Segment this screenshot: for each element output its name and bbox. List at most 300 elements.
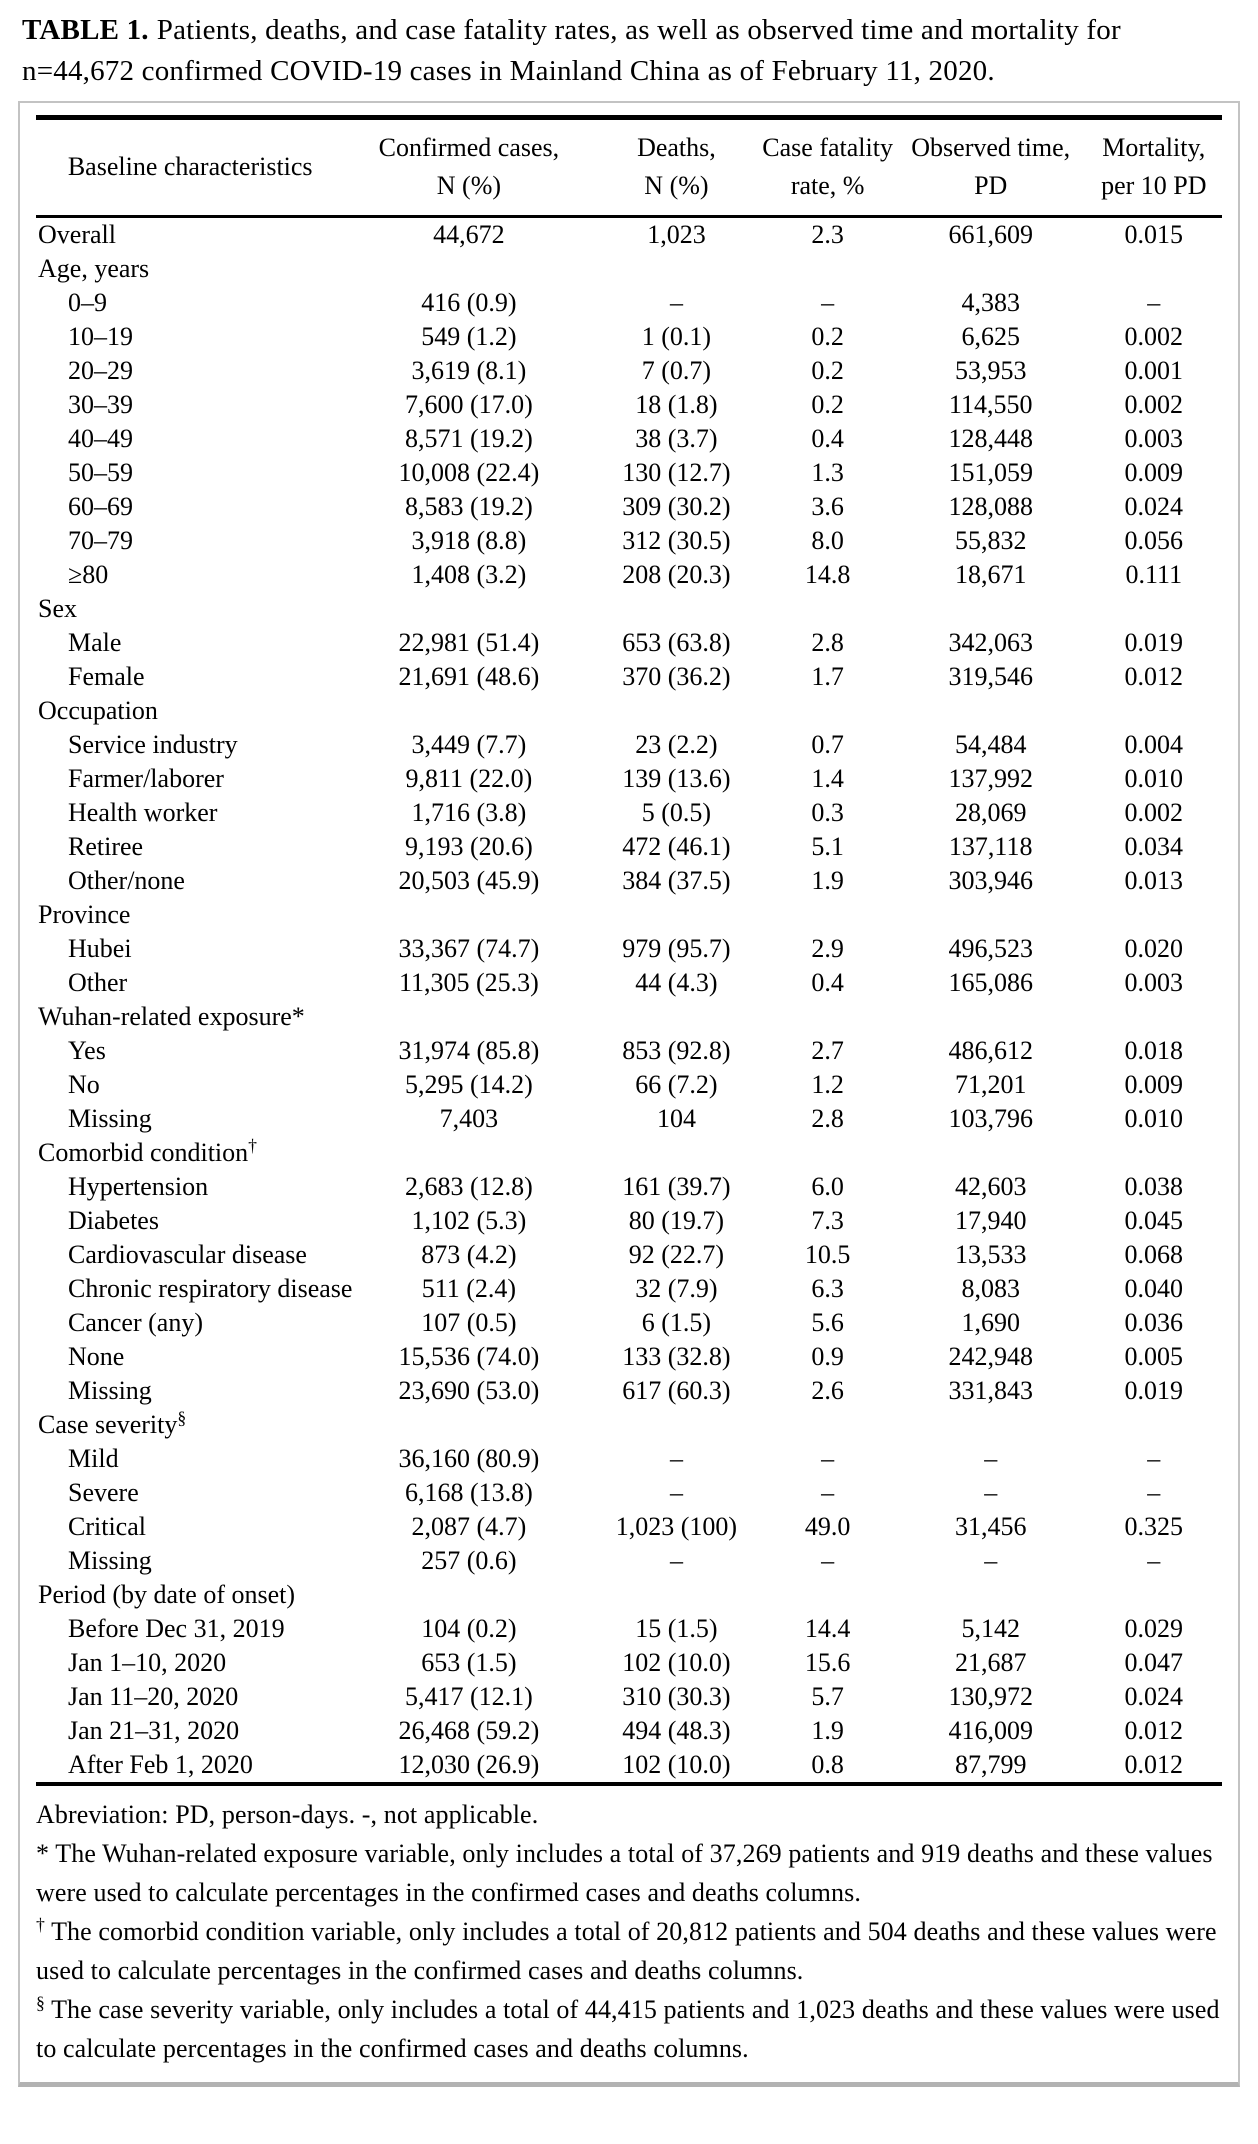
cell-value: 92 (22.7) <box>628 1239 725 1269</box>
cell-value: 0.020 <box>1124 933 1184 963</box>
row-label: Male <box>68 627 122 657</box>
cell-value: 53,953 <box>954 355 1027 385</box>
row-label: 30–39 <box>68 389 133 419</box>
section-row <box>36 1136 1222 1170</box>
cell-value: 0.004 <box>1124 729 1184 759</box>
row-label: 0–9 <box>68 287 107 317</box>
cell-value: 5.1 <box>811 831 844 861</box>
section-row <box>36 1408 1222 1442</box>
cell-value: 416 (0.9) <box>421 287 517 317</box>
row-label: Hubei <box>68 933 132 963</box>
row-label: 50–59 <box>68 457 133 487</box>
table-row <box>36 932 1222 966</box>
section-label: Age, years <box>38 253 150 283</box>
table-row <box>36 966 1222 1000</box>
row-label: Mild <box>68 1443 119 1473</box>
col-header-observed-time <box>896 118 1086 216</box>
section-label: Wuhan-related exposure* <box>38 1001 305 1031</box>
cell-value: 12,030 (26.9) <box>344 1748 593 1784</box>
cell-value: 661,609 <box>948 219 1033 249</box>
cell-value: 7,403 <box>439 1103 499 1133</box>
cell-value: 22,981 (51.4) <box>398 627 540 657</box>
cell-value: 2.6 <box>811 1375 844 1405</box>
cell-value: 873 (4.2) <box>421 1239 517 1269</box>
cell-value: 44,672 <box>433 219 505 249</box>
cell-value: – <box>1147 1443 1161 1473</box>
cell-value: 128,448 <box>948 423 1033 453</box>
table-row <box>36 1238 1222 1272</box>
footnote-marker: § <box>36 1992 45 2013</box>
cell-value: 0.3 <box>811 797 844 827</box>
cell-value: 0.015 <box>1124 219 1184 249</box>
cell-value: 0.019 <box>1124 1375 1184 1405</box>
cell-value: – <box>984 1545 998 1575</box>
col-header-line: per 10 PD <box>1101 171 1207 201</box>
row-label: 20–29 <box>68 355 133 385</box>
cell-value: 1,102 (5.3) <box>411 1205 527 1235</box>
cell-value: 5.7 <box>811 1681 844 1711</box>
cell-value: 0.068 <box>1124 1239 1184 1269</box>
table-row <box>36 1170 1222 1204</box>
cell-value: 0.2 <box>811 321 844 351</box>
cell-value: 0.010 <box>1124 1103 1184 1133</box>
cell-value: 1 (0.1) <box>641 321 712 351</box>
table-row <box>36 388 1222 422</box>
section-label: Occupation <box>38 695 158 725</box>
cell-value: 549 (1.2) <box>421 321 517 351</box>
table-row <box>36 490 1222 524</box>
cell-value: 0.9 <box>811 1341 844 1371</box>
cell-value: 0.012 <box>1124 1715 1184 1745</box>
table-row <box>36 1680 1222 1714</box>
table-row <box>36 558 1222 592</box>
cell-value: 853 (92.8) <box>622 1035 731 1065</box>
cell-value: 20,503 (45.9) <box>398 865 540 895</box>
cell-value: 7,600 (17.0) <box>404 389 533 419</box>
table-row <box>36 1374 1222 1408</box>
cell-value: 6,168 (13.8) <box>404 1477 533 1507</box>
cell-value: 102 (10.0) <box>593 1748 759 1784</box>
cell-value: 9,811 (22.0) <box>405 763 533 793</box>
row-label: Chronic respiratory disease <box>68 1273 353 1303</box>
col-header-line: PD <box>974 171 1008 201</box>
table-row <box>36 1272 1222 1306</box>
cell-value: 5 (0.5) <box>641 797 712 827</box>
cell-value: 1.7 <box>811 661 844 691</box>
row-label: Cancer (any) <box>68 1307 203 1337</box>
cell-value: 2.3 <box>811 219 844 249</box>
col-header-case-fatality-rate <box>759 118 895 216</box>
table-row <box>36 660 1222 694</box>
row-label: Diabetes <box>68 1205 159 1235</box>
row-label: Missing <box>68 1103 152 1133</box>
row-label: Jan 11–20, 2020 <box>68 1681 239 1711</box>
cell-value: 0.003 <box>1124 967 1184 997</box>
table-row <box>36 1068 1222 1102</box>
cell-value: 103,796 <box>948 1103 1033 1133</box>
cell-value: 151,059 <box>948 457 1033 487</box>
cell-value: – <box>1147 1477 1161 1507</box>
table-container <box>18 101 1240 2086</box>
row-label: Other/none <box>68 865 185 895</box>
cell-value: 0.040 <box>1124 1273 1184 1303</box>
cell-value: 2.8 <box>811 627 844 657</box>
table-row <box>36 1442 1222 1476</box>
cell-value: 0.047 <box>1124 1647 1184 1677</box>
row-label: Health worker <box>68 797 218 827</box>
cell-value: 104 <box>656 1103 696 1133</box>
cell-value: 0.018 <box>1124 1035 1184 1065</box>
row-label: Female <box>68 661 145 691</box>
cell-value: 0.2 <box>811 355 844 385</box>
cell-value: 0.012 <box>1086 1748 1222 1784</box>
cell-value: 1,716 (3.8) <box>411 797 527 827</box>
cell-value: 104 (0.2) <box>421 1613 517 1643</box>
row-label: Retiree <box>68 831 144 861</box>
table-row <box>36 286 1222 320</box>
col-header-line: Mortality, <box>1102 133 1206 163</box>
cell-value: 13,533 <box>954 1239 1027 1269</box>
cell-value: 0.005 <box>1124 1341 1184 1371</box>
footnote: * The Wuhan-related exposure variable, only includes a total of 37,269 patients and 919 deaths and these values were used to calculate percentages in the confirmed cases and deaths columns. <box>36 1838 1213 1907</box>
table-row <box>36 1646 1222 1680</box>
cell-value: 44 (4.3) <box>635 967 718 997</box>
cell-value: 32 (7.9) <box>635 1273 718 1303</box>
table-row <box>36 1510 1222 1544</box>
cell-value: 14.4 <box>804 1613 851 1643</box>
cell-value: 33,367 (74.7) <box>398 933 540 963</box>
cell-value: 0.4 <box>811 967 844 997</box>
cell-value: 137,992 <box>948 763 1033 793</box>
cell-value: 102 (10.0) <box>622 1647 731 1677</box>
cell-value: 319,546 <box>948 661 1033 691</box>
cell-value: 11,305 (25.3) <box>398 967 539 997</box>
cell-value: – <box>984 1477 998 1507</box>
cell-value: 1,023 <box>647 219 706 249</box>
row-label: 10–19 <box>68 321 133 351</box>
footnote-marker: § <box>177 1407 187 1428</box>
table-row <box>36 1306 1222 1340</box>
col-header-line: Observed time, <box>911 133 1071 163</box>
table-row <box>36 626 1222 660</box>
cell-value: 0.001 <box>1124 355 1184 385</box>
cell-value: 130 (12.7) <box>622 457 731 487</box>
section-row <box>36 694 1222 728</box>
col-header-line: rate, % <box>790 171 865 201</box>
cell-value: 3,619 (8.1) <box>411 355 527 385</box>
row-label: After Feb 1, 2020 <box>36 1748 344 1784</box>
table-row <box>36 1034 1222 1068</box>
cell-value: 979 (95.7) <box>622 933 731 963</box>
table-row <box>36 320 1222 354</box>
table-row <box>36 1204 1222 1238</box>
footnote-marker: † <box>248 1135 258 1156</box>
row-label: Jan 21–31, 2020 <box>68 1715 240 1745</box>
col-header-line: N (%) <box>644 171 709 201</box>
cell-value: 1,690 <box>961 1307 1020 1337</box>
cell-value: 161 (39.7) <box>622 1171 731 1201</box>
cell-value: 10,008 (22.4) <box>398 457 540 487</box>
cell-value: 71,201 <box>954 1069 1027 1099</box>
cell-value: – <box>669 1545 683 1575</box>
cell-value: 21,691 (48.6) <box>398 661 540 691</box>
cell-value: 28,069 <box>954 797 1027 827</box>
row-label: 60–69 <box>68 491 133 521</box>
cell-value: 2.7 <box>811 1035 844 1065</box>
footnote: § The case severity variable, only includes a total of 44,415 patients and 1,023 deaths and these values were used to calculate percentages in the confirmed cases and deaths columns. <box>36 1992 1220 2063</box>
cell-value: 38 (3.7) <box>635 423 718 453</box>
table-row <box>36 864 1222 898</box>
row-label: Service industry <box>68 729 238 759</box>
cell-value: 0.045 <box>1124 1205 1184 1235</box>
col-header-line: N (%) <box>436 171 502 201</box>
cell-value: 0.013 <box>1124 865 1184 895</box>
section-row <box>36 1000 1222 1034</box>
cell-value: 6.3 <box>811 1273 844 1303</box>
cell-value: 6,625 <box>961 321 1020 351</box>
cell-value: 2.9 <box>811 933 844 963</box>
cell-value: 416,009 <box>948 1715 1033 1745</box>
cell-value: 5.6 <box>811 1307 844 1337</box>
col-header-mortality <box>1086 118 1222 216</box>
cell-value: 10.5 <box>804 1239 851 1269</box>
cell-value: 2,683 (12.8) <box>404 1171 533 1201</box>
cell-value: 18 (1.8) <box>635 389 718 419</box>
table-row <box>36 1476 1222 1510</box>
cell-value: 87,799 <box>896 1748 1086 1784</box>
cell-value: 14.8 <box>804 559 851 589</box>
cell-value: 0.002 <box>1124 797 1184 827</box>
table-row <box>36 762 1222 796</box>
row-label: Hypertension <box>68 1171 209 1201</box>
cell-value: 8,583 (19.2) <box>404 491 533 521</box>
row-label: Severe <box>68 1477 139 1507</box>
cell-value: 0.009 <box>1124 1069 1184 1099</box>
col-header-line: Confirmed cases, <box>378 133 560 163</box>
cell-value: 26,468 (59.2) <box>398 1715 540 1745</box>
cell-value: 1.9 <box>811 1715 844 1745</box>
cell-value: 5,295 (14.2) <box>404 1069 533 1099</box>
row-label: Yes <box>68 1035 106 1065</box>
cell-value: 0.019 <box>1124 627 1184 657</box>
cell-value: 0.003 <box>1124 423 1184 453</box>
cell-value: 5,417 (12.1) <box>404 1681 533 1711</box>
cell-value: 31,974 (85.8) <box>398 1035 540 1065</box>
cell-value: 0.8 <box>759 1748 895 1784</box>
cell-value: 370 (36.2) <box>622 661 731 691</box>
table-number-label: TABLE 1. <box>22 14 149 46</box>
cell-value: 3.6 <box>811 491 844 521</box>
row-label: Critical <box>68 1511 146 1541</box>
cell-value: 0.010 <box>1124 763 1184 793</box>
row-label: 70–79 <box>68 525 133 555</box>
row-label: No <box>68 1069 100 1099</box>
cell-value: 17,940 <box>954 1205 1027 1235</box>
footnote: Abreviation: PD, person-days. -, not applicable. <box>36 1799 539 1829</box>
cell-value: 55,832 <box>954 525 1027 555</box>
row-label: Missing <box>68 1545 152 1575</box>
cell-value: 3,449 (7.7) <box>411 729 527 759</box>
cell-value: 128,088 <box>948 491 1033 521</box>
cell-value: – <box>821 1443 835 1473</box>
col-header-line: Baseline characteristics <box>67 152 313 182</box>
cell-value: 7 (0.7) <box>641 355 712 385</box>
cell-value: 18,671 <box>954 559 1027 589</box>
cell-value: 0.056 <box>1124 525 1184 555</box>
cell-value: 617 (60.3) <box>622 1375 731 1405</box>
section-label: Comorbid condition† <box>38 1135 258 1167</box>
table-row <box>36 456 1222 490</box>
cell-value: – <box>821 287 835 317</box>
cell-value: 1,023 (100) <box>615 1511 738 1541</box>
col-header-line: Deaths, <box>637 133 716 163</box>
section-label: Sex <box>38 593 77 623</box>
section-label: Province <box>38 899 131 929</box>
cell-value: 494 (48.3) <box>622 1715 731 1745</box>
table-body <box>36 216 1222 1784</box>
cell-value: – <box>669 1443 683 1473</box>
cell-value: 107 (0.5) <box>421 1307 517 1337</box>
cell-value: 23,690 (53.0) <box>398 1375 540 1405</box>
row-label: Jan 1–10, 2020 <box>68 1647 227 1677</box>
table-row <box>36 354 1222 388</box>
cell-value: 0.009 <box>1124 457 1184 487</box>
cell-value: 0.7 <box>811 729 844 759</box>
cell-value: 342,063 <box>948 627 1033 657</box>
cell-value: 4,383 <box>961 287 1020 317</box>
cell-value: 36,160 (80.9) <box>398 1443 540 1473</box>
cell-value: 23 (2.2) <box>635 729 718 759</box>
cell-value: 2.8 <box>811 1103 844 1133</box>
cell-value: 331,843 <box>948 1375 1033 1405</box>
cell-value: – <box>669 287 683 317</box>
table-row <box>36 728 1222 762</box>
cell-value: 309 (30.2) <box>622 491 731 521</box>
cell-value: 257 (0.6) <box>421 1545 517 1575</box>
section-row <box>36 252 1222 286</box>
cell-value: 0.111 <box>1125 559 1183 589</box>
header-row <box>36 118 1222 216</box>
cell-value: 0.024 <box>1124 491 1184 521</box>
cell-value: 1.3 <box>811 457 844 487</box>
cell-value: 80 (19.7) <box>628 1205 725 1235</box>
cell-value: 1.2 <box>811 1069 844 1099</box>
cell-value: 114,550 <box>948 389 1033 419</box>
cell-value: 653 (63.8) <box>622 627 731 657</box>
col-header-baseline-characteristics <box>36 118 344 216</box>
page <box>0 10 1258 2087</box>
cell-value: 242,948 <box>948 1341 1033 1371</box>
cell-value: 653 (1.5) <box>421 1647 517 1677</box>
row-label: Before Dec 31, 2019 <box>68 1613 285 1643</box>
row-label: Farmer/laborer <box>68 763 224 793</box>
table-row <box>36 1612 1222 1646</box>
cell-value: 137,118 <box>948 831 1033 861</box>
cell-value: 2,087 (4.7) <box>411 1511 527 1541</box>
table-title-text: Patients, deaths, and case fatality rates, as well as observed time and mortality for n=44,672 confirmed COVID-19 cases in Mainland China as of February 11, 2020. <box>22 14 1121 88</box>
cell-value: 208 (20.3) <box>622 559 731 589</box>
cell-value: – <box>669 1477 683 1507</box>
cell-value: 3,918 (8.8) <box>411 525 527 555</box>
cell-value: 0.012 <box>1124 661 1184 691</box>
table-row <box>36 524 1222 558</box>
cell-value: 0.2 <box>811 389 844 419</box>
cell-value: 9,193 (20.6) <box>404 831 533 861</box>
cell-value: – <box>984 1443 998 1473</box>
table-row <box>36 830 1222 864</box>
cell-value: 5,142 <box>961 1613 1020 1643</box>
cell-value: 310 (30.3) <box>622 1681 731 1711</box>
section-row <box>36 592 1222 626</box>
table-row <box>36 1748 1222 1784</box>
cell-value: 472 (46.1) <box>622 831 731 861</box>
row-label: Other <box>68 967 128 997</box>
cell-value: – <box>1147 287 1161 317</box>
cell-value: 15.6 <box>804 1647 851 1677</box>
section-label: Period (by date of onset) <box>38 1579 296 1609</box>
cell-value: 15,536 (74.0) <box>398 1341 540 1371</box>
footnote-marker: † <box>36 1914 45 1935</box>
cell-value: 21,687 <box>954 1647 1027 1677</box>
col-header-deaths <box>593 118 759 216</box>
cell-value: 0.024 <box>1124 1681 1184 1711</box>
table-row <box>36 1340 1222 1374</box>
table-title <box>22 10 1236 92</box>
row-label: None <box>68 1341 125 1371</box>
data-table <box>36 115 1222 1785</box>
cell-value: 165,086 <box>948 967 1033 997</box>
cell-value: 1.4 <box>811 763 844 793</box>
cell-value: 312 (30.5) <box>622 525 731 555</box>
cell-value: 66 (7.2) <box>635 1069 718 1099</box>
cell-value: – <box>1147 1545 1161 1575</box>
cell-value: 0.036 <box>1124 1307 1184 1337</box>
cell-value: 384 (37.5) <box>622 865 731 895</box>
cell-value: 0.034 <box>1124 831 1184 861</box>
cell-value: 49.0 <box>804 1511 851 1541</box>
cell-value: 130,972 <box>948 1681 1033 1711</box>
col-header-line: Case fatality <box>762 133 893 163</box>
row-label: Missing <box>68 1375 152 1405</box>
row-label: 40–49 <box>68 423 133 453</box>
footnotes <box>36 1795 1222 2068</box>
row-label: Overall <box>38 219 116 249</box>
row-label: ≥80 <box>68 559 109 589</box>
row-label: Cardiovascular disease <box>68 1239 307 1269</box>
cell-value: 6.0 <box>811 1171 844 1201</box>
cell-value: 1,408 (3.2) <box>411 559 527 589</box>
table-row <box>36 1714 1222 1748</box>
section-row <box>36 898 1222 932</box>
table-row <box>36 796 1222 830</box>
cell-value: 0.002 <box>1124 321 1184 351</box>
cell-value: 8,083 <box>961 1273 1020 1303</box>
cell-value: 31,456 <box>954 1511 1027 1541</box>
table-row <box>36 1544 1222 1578</box>
cell-value: 486,612 <box>948 1035 1033 1065</box>
cell-value: 15 (1.5) <box>635 1613 718 1643</box>
cell-value: 8,571 (19.2) <box>404 423 533 453</box>
cell-value: – <box>821 1545 835 1575</box>
cell-value: 496,523 <box>948 933 1033 963</box>
cell-value: 7.3 <box>811 1205 844 1235</box>
cell-value: – <box>821 1477 835 1507</box>
table-row <box>36 1102 1222 1136</box>
cell-value: 511 (2.4) <box>421 1273 517 1303</box>
cell-value: 42,603 <box>954 1171 1027 1201</box>
cell-value: 0.325 <box>1124 1511 1184 1541</box>
table-header <box>36 118 1222 216</box>
